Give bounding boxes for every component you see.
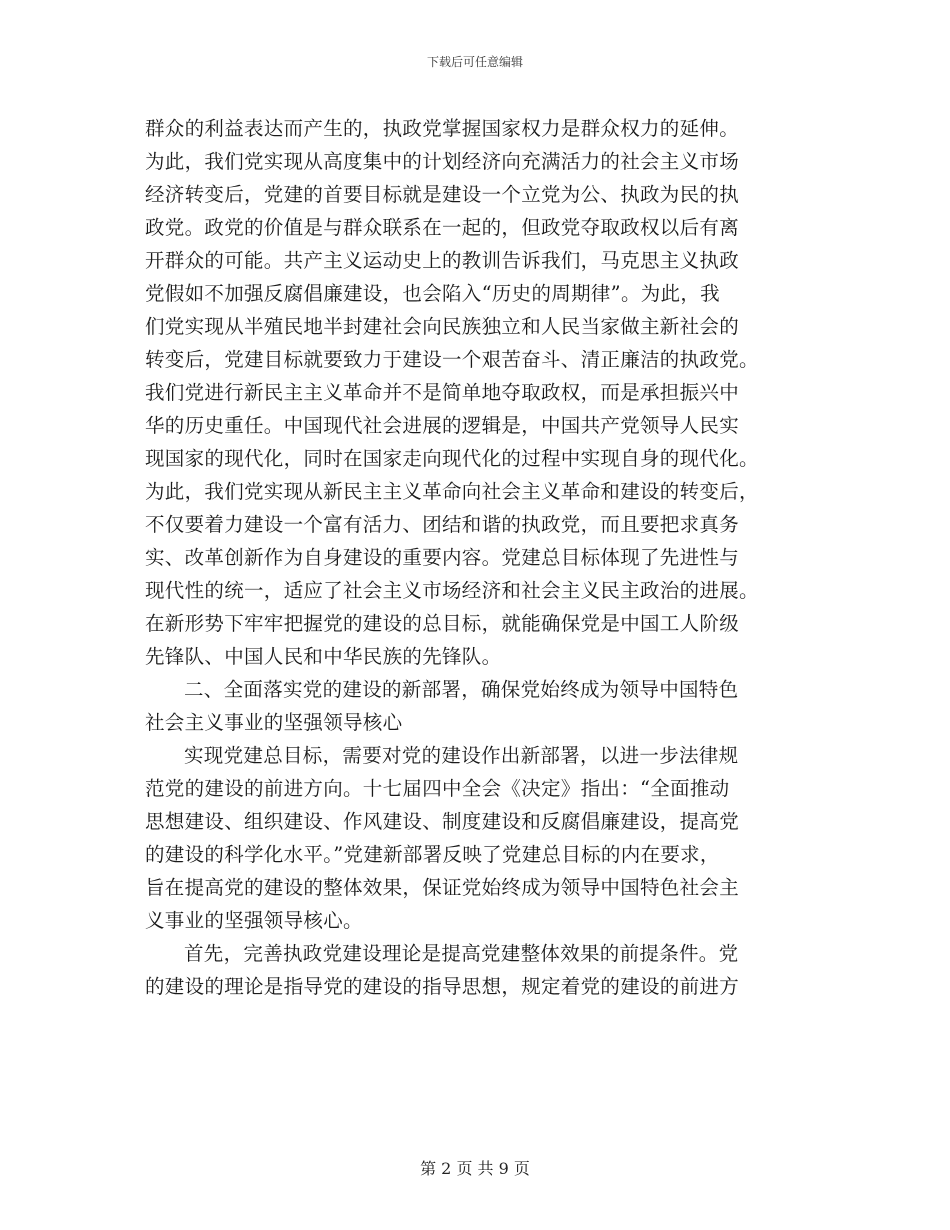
text-line: 义事业的坚强领导核心。 [145, 909, 363, 932]
page-header: 下载后可任意编辑 [426, 55, 523, 69]
page-footer: 第 2 页 共 9 页 [420, 1159, 530, 1178]
text-line: 政党。政党的价值是与群众联系在一起的，但政党夺取政权以后有离 [145, 216, 740, 239]
text-line: 为此，我们党实现从新民主主义革命向社会主义革命和建设的转变后， [145, 480, 759, 503]
text-line: 的建设的科学化水平。”党建新部署反映了党建总目标的内在要求， [145, 843, 720, 866]
text-line: 首先，完善执政党建设理论是提高党建整体效果的前提条件。党 [184, 942, 739, 965]
text-line: 群众的利益表达而产生的，执政党掌握国家权力是群众权力的延伸。 [145, 117, 740, 140]
text-line: 的建设的理论是指导党的建设的指导思想，规定着党的建设的前进方 [145, 975, 740, 998]
text-line: 思想建设、组织建设、作风建设、制度建设和反腐倡廉建设，提高党 [145, 810, 740, 833]
text-line: 经济转变后，党建的首要目标就是建设一个立党为公、执政为民的执 [145, 183, 740, 206]
text-line: 现国家的现代化，同时在国家走向现代化的过程中实现自身的现代化。 [145, 447, 759, 470]
section-heading-line: 社会主义事业的坚强领导核心 [145, 711, 403, 734]
text-line: 为此，我们党实现从高度集中的计划经济向充满活力的社会主义市场 [145, 150, 740, 173]
text-line: 旨在提高党的建设的整体效果，保证党始终成为领导中国特色社会主 [145, 876, 740, 899]
text-line: 范党的建设的前进方向。十七届四中全会《决定》指出：“全面推动 [145, 777, 730, 800]
text-line: 现代性的统一，适应了社会主义市场经济和社会主义民主政治的进展。 [145, 579, 759, 602]
text-line: 先锋队、中国人民和中华民族的先锋队。 [145, 645, 502, 668]
section-heading-line: 二、全面落实党的建设的新部署，确保党始终成为领导中国特色 [184, 678, 739, 701]
text-line: 在新形势下牢牢把握党的建设的总目标，就能确保党是中国工人阶级 [145, 612, 740, 635]
text-line: 实、改革创新作为自身建设的重要内容。党建总目标体现了先进性与 [145, 546, 740, 569]
text-line: 党假如不加强反腐倡廉建设，也会陷入“历史的周期律”。为此，我 [145, 282, 720, 305]
text-line: 开群众的可能。共产主义运动史上的教训告诉我们，马克思主义执政 [145, 249, 740, 272]
text-line: 实现党建总目标，需要对党的建设作出新部署，以进一步法律规 [184, 744, 739, 767]
text-line: 转变后，党建目标就要致力于建设一个艰苦奋斗、清正廉洁的执政党。 [145, 348, 759, 371]
text-line: 不仅要着力建设一个富有活力、团结和谐的执政党，而且要把求真务 [145, 513, 740, 536]
text-line: 我们党进行新民主主义革命并不是简单地夺取政权，而是承担振兴中 [145, 381, 740, 404]
text-line: 们党实现从半殖民地半封建社会向民族独立和人民当家做主新社会的 [145, 315, 740, 338]
body-text [145, 112, 810, 1003]
text-line: 华的历史重任。中国现代社会进展的逻辑是，中国共产党领导人民实 [145, 414, 740, 437]
